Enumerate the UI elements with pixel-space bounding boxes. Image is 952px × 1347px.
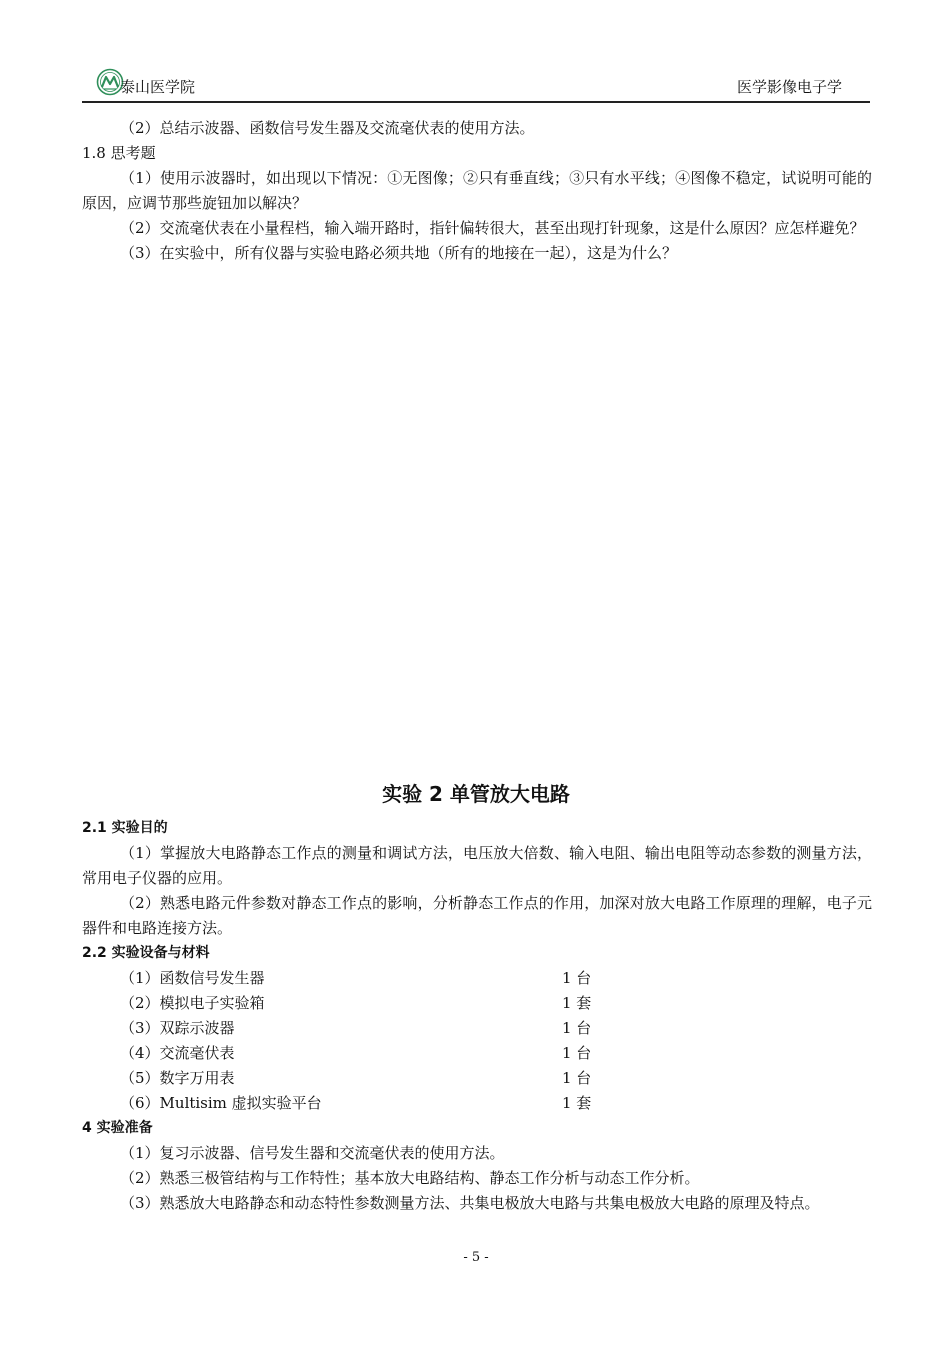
prep-2: （2）熟悉三极管结构与工作特性；基本放大电路结构、静态工作分析与动态工作分析。 bbox=[120, 1169, 700, 1187]
question-1: （1）使用示波器时，如出现以下情况：①无图像；②只有垂直线；③只有水平线；④图像不稳定，试说明可能的原因，应调节那些旋钮加以解决？ bbox=[82, 169, 872, 212]
page-header bbox=[96, 66, 842, 100]
equipment-qty: 1 台 bbox=[562, 969, 592, 987]
equipment-row bbox=[82, 1041, 872, 1066]
question-2: （2）交流毫伏表在小量程档，输入端开路时，指针偏转很大，甚至出现打针现象，这是什么原因？应怎样避免？ bbox=[120, 219, 865, 237]
equipment-row bbox=[82, 991, 872, 1016]
prep-1: （1）复习示波器、信号发生器和交流毫伏表的使用方法。 bbox=[120, 1144, 505, 1162]
school-name: 泰山医学院 bbox=[120, 78, 196, 96]
equipment-name: （4）交流毫伏表 bbox=[120, 1044, 235, 1062]
section-heading-questions: 1.8 思考题 bbox=[82, 144, 156, 162]
section-heading-equipment: 2.2 实验设备与材料 bbox=[82, 945, 210, 961]
equipment-qty: 1 套 bbox=[562, 1094, 592, 1112]
equipment-row bbox=[82, 1091, 872, 1116]
equipment-row bbox=[82, 1066, 872, 1091]
equipment-qty: 1 台 bbox=[562, 1019, 592, 1037]
equipment-name: （5）数字万用表 bbox=[120, 1069, 235, 1087]
header-rule bbox=[82, 101, 870, 103]
equipment-name: （2）模拟电子实验箱 bbox=[120, 994, 265, 1012]
question-3: （3）在实验中，所有仪器与实验电路必须共地（所有的地接在一起），这是为什么？ bbox=[120, 244, 678, 262]
prep-3: （3）熟悉放大电路静态和动态特性参数测量方法、共集电极放大电路与共集电极放大电路的原理及特点。 bbox=[120, 1194, 820, 1212]
equipment-qty: 1 台 bbox=[562, 1069, 592, 1087]
section-heading-purpose: 2.1 实验目的 bbox=[82, 820, 168, 836]
equipment-name: （1）函数信号发生器 bbox=[120, 969, 265, 987]
experiment-title: 实验 2 单管放大电路 bbox=[382, 782, 570, 806]
page-number: - 5 - bbox=[463, 1250, 489, 1265]
equipment-name: （3）双踪示波器 bbox=[120, 1019, 235, 1037]
equipment-row bbox=[82, 966, 872, 991]
top-section bbox=[82, 116, 872, 266]
purpose-1: （1）掌握放大电路静态工作点的测量和调试方法，电压放大倍数、输入电阻、输出电阻等动态参数的测量方法，常用电子仪器的应用。 bbox=[82, 844, 872, 887]
purpose-2: （2）熟悉电路元件参数对静态工作点的影响，分析静态工作点的作用，加深对放大电路工作原理的理解，电子元器件和电路连接方法。 bbox=[82, 894, 872, 937]
experiment-section bbox=[82, 816, 872, 1216]
summary-item: （2）总结示波器、函数信号发生器及交流毫伏表的使用方法。 bbox=[120, 119, 535, 137]
equipment-row bbox=[82, 1016, 872, 1041]
section-heading-preparation: 4 实验准备 bbox=[82, 1120, 153, 1136]
equipment-name: （6）Multisim 虚拟实验平台 bbox=[120, 1094, 322, 1112]
equipment-qty: 1 台 bbox=[562, 1044, 592, 1062]
course-name: 医学影像电子学 bbox=[736, 78, 842, 96]
equipment-qty: 1 套 bbox=[562, 994, 592, 1012]
